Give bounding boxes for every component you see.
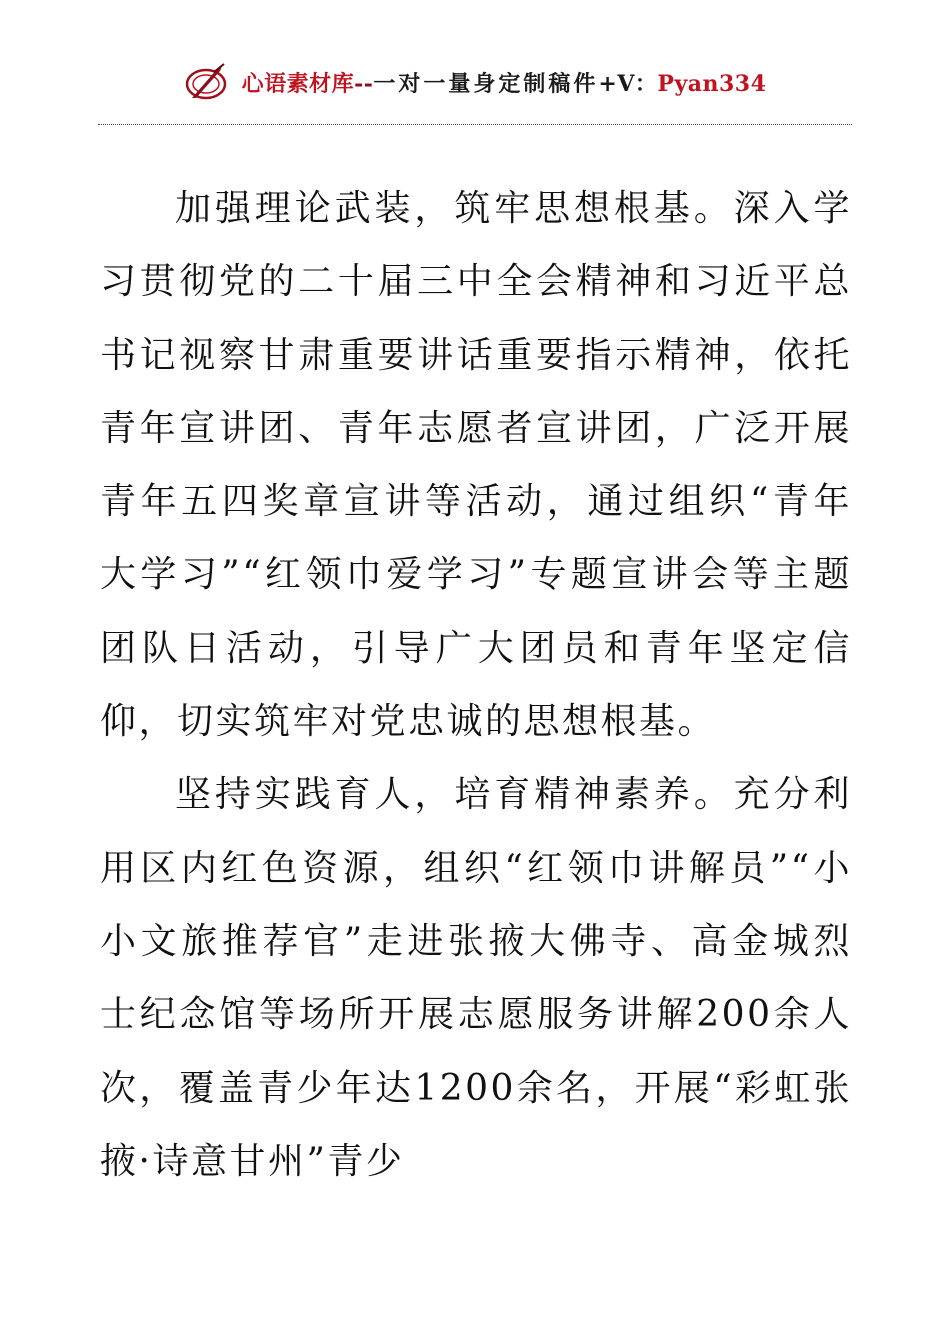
page-header [0, 58, 950, 106]
header-separator: -- [354, 70, 374, 97]
header-title [242, 67, 767, 98]
header-slogan: 一对一量身定制稿件 [373, 70, 599, 97]
quill-pen-logo-icon [184, 62, 228, 102]
document-body [100, 172, 852, 1198]
contact-id: Pyan334 [657, 70, 767, 97]
paragraph-theory: 加强理论武装，筑牢思想根基。深入学习贯彻党的二十届三中全会精神和习近平总书记视察甘肃重要讲话重要指示精神，依托青年宣讲团、青年志愿者宣讲团，广泛开展青年五四奖章宣讲等活动，通过组织“青年大学习”“红领巾爱学习”专题宣讲会等主题团队日活动，引导广大团员和青年坚定信仰，切实筑牢对党忠诚的思想根基。 [100, 188, 852, 743]
header-divider [98, 124, 852, 125]
paragraph-practice: 坚持实践育人，培育精神素养。充分利用区内红色资源，组织“红领巾讲解员”“小小文旅推荐官”走进张掖大佛寺、高金城烈士纪念馆等场所开展志愿服务讲解200余人次，覆盖青少年达1200余名，开展“彩虹张掖·诗意甘州”青少 [100, 774, 852, 1182]
brand-name: 心语素材库 [241, 70, 355, 97]
contact-prefix: +V： [598, 70, 658, 97]
